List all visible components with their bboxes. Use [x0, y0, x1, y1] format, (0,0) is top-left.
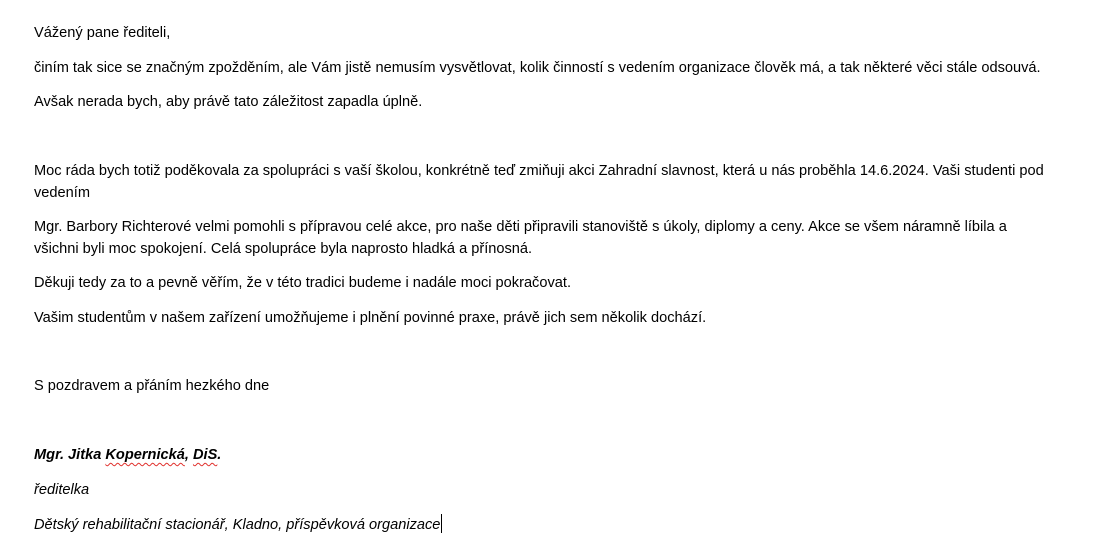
- salutation: Vážený pane řediteli,: [34, 25, 171, 41]
- signature-role: ředitelka: [34, 482, 90, 498]
- paragraph-4-line-1: Mgr. Barbory Richterové velmi pomohli s přípravou celé akce, pro naše děti připravili stanoviště s úkoly, diplomy a ceny. Akce se všem náramně líbila a: [34, 219, 1007, 235]
- paragraph-6: Vašim studentům v našem zařízení umožňujeme i plnění povinné praxe, právě jich sem několik dochází.: [34, 310, 707, 326]
- signature-surname: Kopernická: [105, 447, 185, 463]
- signature-title-suffix: DiS: [192, 447, 218, 463]
- signature-organization: Dětský rehabilitační stacionář, Kladno, příspěvková organizace: [34, 517, 441, 533]
- signature-organization-line: [34, 514, 442, 535]
- paragraph-5: Děkuji tedy za to a pevně věřím, že v této tradici budeme i nadále moci pokračovat.: [34, 275, 571, 291]
- signature-comma: ,: [184, 447, 193, 463]
- signature-name-prefix: Mgr. Jitka: [34, 447, 106, 463]
- paragraph-3-line-1: Moc ráda bych totiž poděkovala za spolupráci s vaší školou, konkrétně teď zmiňuji akci Zahradní slavnost, která u nás proběhla 14.6.2024. Vaši studenti pod: [34, 163, 1044, 179]
- closing: S pozdravem a přáním hezkého dne: [34, 378, 270, 394]
- paragraph-2: Avšak nerada bych, aby právě tato záležitost zapadla úplně.: [34, 94, 423, 110]
- paragraph-3-line-2: vedením: [34, 185, 90, 201]
- paragraph-1: činím tak sice se značným zpožděním, ale Vám jistě nemusím vysvětlovat, kolik činností s vedením organizace člověk má, a tak některé věci stále odsouvá.: [34, 60, 1041, 76]
- signature-name: [34, 445, 221, 465]
- signature-period: .: [217, 447, 222, 463]
- text-cursor: [441, 514, 442, 533]
- paragraph-4-line-2: všichni byli moc spokojení. Celá spolupráce byla naprosto hladká a přínosná.: [34, 241, 533, 257]
